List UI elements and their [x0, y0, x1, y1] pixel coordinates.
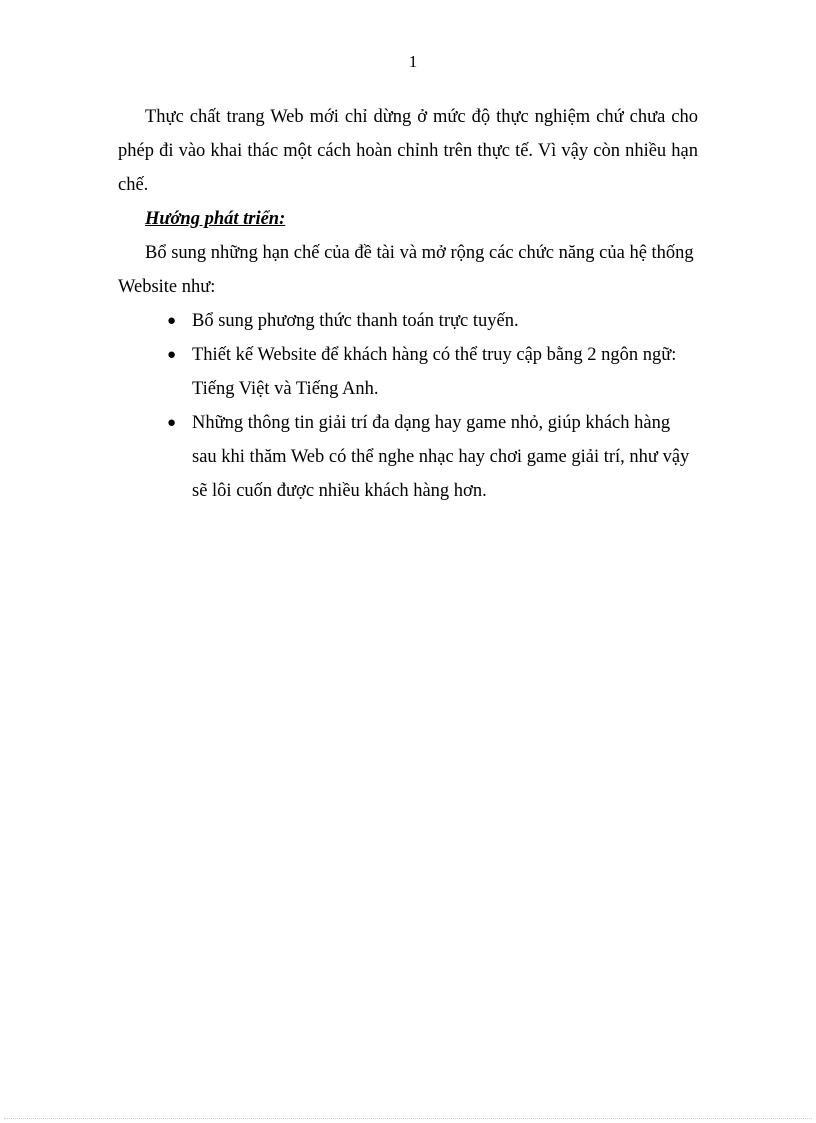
bullet-icon: ● — [167, 313, 177, 329]
list-item — [167, 338, 698, 406]
page-number: 1 — [408, 52, 418, 71]
intro-paragraph: Thực chất trang Web mới chỉ dừng ở mức độ thực nghiệm chứ chưa cho phép đi vào khai thác một cách hoàn chỉnh trên thực tế. Vì vậy còn nhiều hạn chế. — [118, 107, 698, 195]
list-item-text: Thiết kế Website để khách hàng có thể truy cập bằng 2 ngôn ngữ: Tiếng Việt và Tiếng Anh. — [192, 345, 677, 399]
list-item — [167, 304, 698, 338]
development-paragraph: Bổ sung những hạn chế của đề tài và mở rộng các chức năng của hệ thống Website như: — [118, 243, 694, 297]
document-body — [118, 100, 698, 508]
section-heading: Hướng phát triển: — [145, 209, 286, 229]
bullet-icon: ● — [167, 347, 177, 363]
list-item-text: Bổ sung phương thức thanh toán trực tuyến. — [192, 311, 519, 331]
feature-list — [118, 304, 698, 508]
list-item-text: Những thông tin giải trí đa dạng hay game nhỏ, giúp khách hàng sau khi thăm Web có thể nghe nhạc hay chơi game giải trí, như vậy sẽ lôi cuốn được nhiều khách hàng hơn. — [192, 413, 690, 501]
bullet-icon: ● — [167, 415, 177, 431]
list-item — [167, 406, 698, 508]
page-bottom-rule — [4, 1118, 812, 1119]
